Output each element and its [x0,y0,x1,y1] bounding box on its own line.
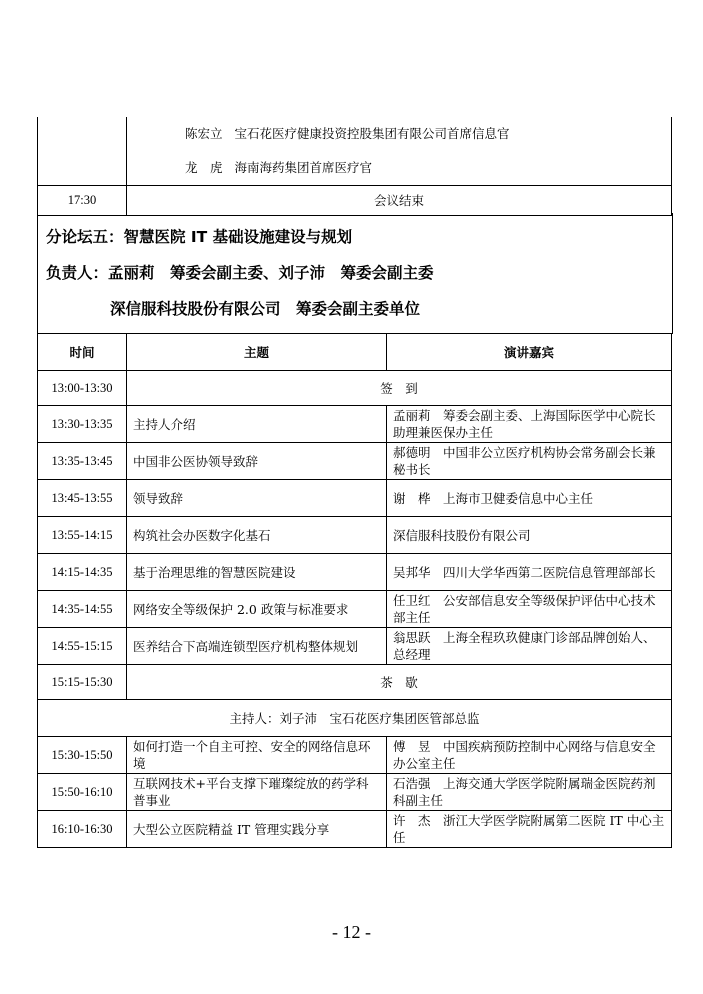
table-row [38,591,672,628]
end-row [38,186,672,216]
host-label: 主持人：刘子沛 宝石花医疗集团医管部总监 [38,700,672,737]
speaker-title: 宝石花医疗健康投资控股集团有限公司首席信息官 [234,126,510,141]
row-topic: 领导致辞 [127,480,387,517]
table-row [38,480,672,517]
row-speaker: 许 杰 浙江大学医学院附属第二医院 IT 中心主任 [387,811,672,848]
row-topic: 网络安全等级保护 2.0 政策与标准要求 [127,591,387,628]
header-time: 时间 [38,334,127,371]
row-topic: 中国非公医协领导致辞 [127,443,387,480]
table-row [38,517,672,554]
forum-title: 分论坛五：智慧医院 IT 基础设施建设与规划 [46,228,353,246]
break-row [38,665,672,700]
sign-in-row [38,371,672,406]
continuation-table [37,117,672,216]
forum-header [37,213,673,334]
row-topic: 大型公立医院精益 IT 管理实践分享 [127,811,387,848]
row-topic: 医养结合下高端连锁型医疗机构整体规划 [127,628,387,665]
row-time: 13:55-14:15 [38,517,127,554]
continuation-speakers-row [38,117,672,186]
row-time: 15:30-15:50 [38,737,127,774]
table-row [38,811,672,848]
speaker-line [127,117,671,151]
row-time: 13:35-13:45 [38,443,127,480]
end-time: 17:30 [38,186,127,216]
row-topic: 构筑社会办医数字化基石 [127,517,387,554]
table-row [38,443,672,480]
sign-in-label: 签 到 [127,371,672,406]
header-topic: 主题 [127,334,387,371]
host-row [38,700,672,737]
row-topic: 互联网技术+平台支撑下璀璨绽放的药学科普事业 [127,774,387,811]
break-time: 15:15-15:30 [38,665,127,700]
table-row [38,737,672,774]
page-number: - 12 - [332,922,371,942]
speaker-line [127,151,671,185]
row-time: 16:10-16:30 [38,811,127,848]
row-time: 14:35-14:55 [38,591,127,628]
row-speaker: 谢 桦 上海市卫健委信息中心主任 [387,480,672,517]
row-time: 14:55-15:15 [38,628,127,665]
schedule-table [37,334,672,848]
row-speaker: 郝德明 中国非公立医疗机构协会常务副会长兼秘书长 [387,443,672,480]
speaker-title: 海南海药集团首席医疗官 [234,160,373,175]
table-row [38,628,672,665]
row-speaker: 傅 昱 中国疾病预防控制中心网络与信息安全办公室主任 [387,737,672,774]
table-row [38,406,672,443]
row-topic: 如何打造一个自主可控、安全的网络信息环境 [127,737,387,774]
row-time: 13:45-13:55 [38,480,127,517]
sign-in-time: 13:00-13:30 [38,371,127,406]
forum-leader: 负责人：孟丽莉 筹委会副主委、刘子沛 筹委会副主委 [46,264,434,282]
table-header [38,334,672,371]
row-speaker: 任卫红 公安部信息安全等级保护评估中心技术部主任 [387,591,672,628]
table-row [38,554,672,591]
row-speaker: 吴邦华 四川大学华西第二医院信息管理部部长 [387,554,672,591]
speaker-name: 龙 虎 [185,160,223,175]
row-speaker: 翁思跃 上海全程玖玖健康门诊部品牌创始人、总经理 [387,628,672,665]
row-speaker: 深信服科技股份有限公司 [387,517,672,554]
break-label: 茶 歇 [127,665,672,700]
row-topic: 主持人介绍 [127,406,387,443]
row-time: 14:15-14:35 [38,554,127,591]
forum-organizer: 深信服科技股份有限公司 筹委会副主委单位 [110,300,421,318]
row-time: 13:30-13:35 [38,406,127,443]
table-row [38,774,672,811]
row-topic: 基于治理思维的智慧医院建设 [127,554,387,591]
speaker-name: 陈宏立 [185,126,223,141]
end-label: 会议结束 [127,186,672,216]
row-time: 15:50-16:10 [38,774,127,811]
row-speaker: 孟丽莉 筹委会副主委、上海国际医学中心院长助理兼医保办主任 [387,406,672,443]
row-speaker: 石浩强 上海交通大学医学院附属瑞金医院药剂科副主任 [387,774,672,811]
header-speaker: 演讲嘉宾 [387,334,672,371]
